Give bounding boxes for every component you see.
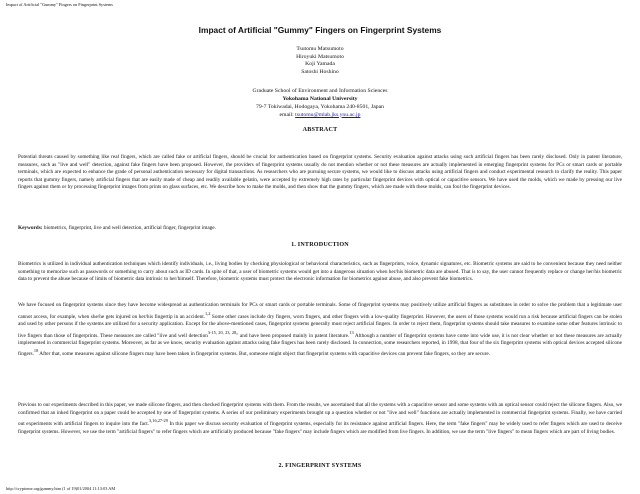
paper-title: Impact of Artificial "Gummy" Fingers on Fingerprint Systems <box>198 25 442 35</box>
text-run: " and have been proposed mainly in patent literature. <box>236 332 350 339</box>
author-list <box>0 46 640 77</box>
address: 79-7 Tokiwadai, Hodogaya, Yokohama 240-8501, Japan <box>256 103 384 110</box>
keywords-text: biometrics, fingerprint, live and well detection, artificial finger, fingerprint image. <box>42 225 216 231</box>
text-run: We have focused on fingerprint systems since they have become widespread as authentication terminals for PCs or smart cards or portable terminals. Some of fingerprint systems may positively utilize artificial fingers as substitutes in order to solve the problem that a legitimate user cannot access, for example, when she/he gets injured on her/his fingertip in an accident. <box>18 302 622 320</box>
affiliation <box>0 88 640 120</box>
text-run: In this paper we discuss security evaluation of fingerprint systems, especially for its resistance against artificial fingers. Here, the term "fake fingers" may be widely used to refer fingers which are used to deceive fingerprint systems. However, we use the term "artificial fingers" to refer fingers which are artificially produced because "fake fingers" may include fingers which are modified from live fingers. In addition, we use the term "live fingers" to mean fingers which are part of living bodies. <box>18 420 622 435</box>
intro-paragraph-1: Biometrics is utilized in individual authentication techniques which identify individuals, i.e., living bodies by checking physiological or behavioral characteristics, such as fingerprints, voice, dynamic signatures, etc. Biometric systems are said to be convenient because they need neither something to memorize such as passwords or something to carry about such as ID cards. In spite of that, a user of biometric systems would get into a dangerous situation when her/his biometric data are abused. That is to say, the user cannot frequently replace or change her/his biometric data to prevent the abuse because of limits of biometric data intrinsic to her/himself. Therefore, biometric systems must protect the electronic information for biometrics against abuse, and also prevent fake biometrics. <box>18 261 622 283</box>
section-2-heading: 2. FINGERPRINT SYSTEMS <box>278 463 362 469</box>
citation: 18 <box>33 348 39 354</box>
citation: 13 <box>349 329 354 335</box>
page-footer: http://cryptome.org/gummy.htm (1 of 19)01/2004 11:13:03 AM <box>6 486 116 491</box>
email-link[interactable]: tsutomu@mlab.jks.ynu.ac.jp <box>295 111 361 118</box>
intro-paragraph-2 <box>18 302 622 359</box>
intro-heading: 1. INTRODUCTION <box>291 242 349 248</box>
intro-paragraph-3 <box>18 402 622 436</box>
text-run: After that, some measures against silicone fingers may have been taken in fingerprint systems. But, someone might object that fingerprint systems with capacitive devices can prevent fake fingers, so they are secure. <box>38 351 491 358</box>
citation: 3,16,27-29 <box>149 418 168 424</box>
text-run: Although a number of fingerprint systems have come into wide use, it is not clear whether or not these measures are actually implemented in commercial fingerprint systems. Moreover, as far as we know, security evaluation against attacks using fake fingers has been rarely disclosed. In connection, some researchers reported, in 1998, that four of the six fingerprint systems with optical devices accepted silicone fingers. <box>18 332 622 358</box>
author-name: Satoshi Hoshino <box>301 69 339 76</box>
citation: 1,2 <box>204 310 211 316</box>
university-name: Yokohama National University <box>282 95 358 102</box>
keywords-label: Keywords: <box>18 225 43 231</box>
school-name: Graduate School of Environment and Information Sciences <box>252 88 388 94</box>
keywords-line <box>18 225 622 233</box>
author-name: Hiroyuki Matsumoto <box>296 53 344 60</box>
author-name: Tsutomu Matsumoto <box>296 46 344 52</box>
page-header: Impact of Artificial "Gummy" Fingers on Fingerprint Systems <box>6 2 113 7</box>
citation: 3-15, 20, 23, 28 <box>207 329 237 335</box>
abstract-heading: ABSTRACT <box>302 127 338 133</box>
abstract-text: Potential threats caused by something like real fingers, which are called fake or artificial fingers, should be crucial for authentication based on fingerprint systems. Security evaluation against attacks using such artificial fingers has been rarely disclosed. Only in patent literature, measures, such as "live and well" detection, against fake fingers have been proposed. However, the providers of fingerprint systems usually do not mention whether or not these measures are actually implemented in emerging fingerprint systems for PCs or smart cards or portable terminals, which are expected to enhance the grade of personal authentication necessary for digital transactions. As researchers who are pursuing secure systems, we would like to discuss attacks using artificial fingers and conduct experimental research to clarify the reality. This paper reports that gummy fingers, namely artificial fingers that are easily made of cheap and readily available gelatin, were accepted by extremely high rates by particular fingerprint devices with optical or capacitive sensors. We have used the molds, which we made by pressing our live fingers against them or by processing fingerprint images from prints on glass surfaces, etc. We describe how to make the molds, and then show that the gummy fingers, which are made with these molds, can fool the fingerprint devices. <box>18 154 622 191</box>
email-line <box>0 112 640 120</box>
text-run: Some other cases include dry fingers, worn fingers, and other fingers with a low-quality fingerprint. However, the users of those systems would run a risk because artificial fingers can be stolen and used by other persons if the systems are utilized for a security application. Except for the above-mentioned cases, fingerprint systems generally must reject artificial fingers. In order to reject them, fingerprint systems should take measures to examine some other features intrinsic to live fingers than those of fingerprints. These measures are called "live and well detection <box>18 313 623 339</box>
email-label: email: <box>279 111 294 118</box>
text-run: Previous to our experiments described in this paper, we made silicone fingers, and then checked fingerprint systems with them. From the results, we ascertained that all the systems with a capacitive sensor and some systems with an optical sensor could reject the silicone fingers. Also, we confirmed that an inked fingerprint on a paper could be accepted by one of fingerprint systems. A series of our preliminary experiments brought up a question whether or not "live and well" functions are actually implemented in commercial fingerprint systems. Finally, we have carried out experiments with artificial fingers to inquire into the fact. <box>18 402 622 427</box>
author-name: Koji Yamada <box>305 61 335 68</box>
